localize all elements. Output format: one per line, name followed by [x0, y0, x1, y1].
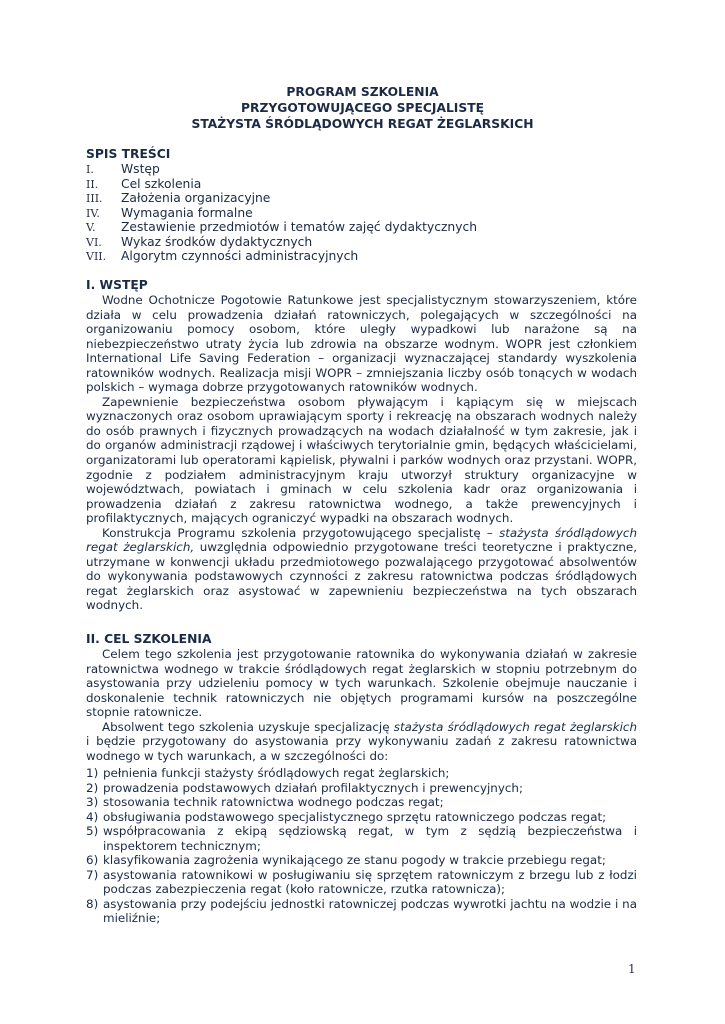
list-item-number: 7) [86, 867, 99, 882]
list-item-text: prowadzenia podstawowych działań profilaktycznych i prewencyjnych; [103, 780, 523, 795]
toc-item-label: Wstęp [121, 162, 160, 176]
title-line-1: PROGRAM SZKOLENIA [286, 85, 439, 99]
list-item-text: stosowania technik ratownictwa wodnego podczas regat; [103, 795, 444, 810]
paragraph [86, 720, 637, 764]
toc-item-number: VI. [86, 235, 102, 249]
list-item-number: 1) [86, 766, 99, 780]
toc-item-number: VII. [86, 250, 107, 263]
list-item-number: 5) [86, 824, 99, 839]
toc-heading: SPIS TREŚCI [86, 147, 171, 161]
list-item [86, 853, 637, 868]
list-item [86, 810, 637, 825]
paragraph: Wodne Ochotnicze Pogotowie Ratunkowe jest specjalistycznym stowarzyszeniem, które działa w celu prowadzenia działań ratowniczych, polegających w szczególności na organizowaniu pomocy osobom, które uległy wypadkowi lub narażone są na niebezpieczeństwo utraty życia lub zdrowia na obszarze wodnym. WOPR jest członkiem International Life Saving Federation – organizacji wyznaczającej standardy wyszkolenia ratowników wodnych. Realizacja misji WOPR – zmniejszania liczby osób tonących w wodach polskich – wymaga dobrze przygotowanych ratowników wodnych. [86, 293, 637, 395]
list-item-text: klasyfikowania zagrożenia wynikającego ze stanu pogody w trakcie przebiegu regat; [103, 853, 606, 868]
toc-item-label: Cel szkolenia [121, 176, 202, 191]
paragraph-text: Absolwent tego szkolenia uzyskuje specjalizację [102, 719, 394, 734]
title-line-2: PRZYGOTOWUJĄCEGO SPECJALISTĘ [240, 101, 485, 115]
toc-item-number: III. [86, 192, 103, 205]
list-item-text: asystowania przy podejściu jednostki ratowniczej podczas wywrotki jachtu na wodzie i na mieliźnie; [103, 896, 637, 926]
list-item-text: współpracowania z ekipą sędziowską regat, w tym z sędzią bezpieczeństwa i inspektorem technicznym; [103, 824, 637, 853]
list-item [86, 766, 637, 781]
list-item-text: pełnienia funkcji stażysty śródlądowych regat żeglarskich; [103, 766, 450, 780]
list-item [86, 897, 637, 926]
toc-item-label: Wykaz środków dydaktycznych [121, 234, 313, 249]
paragraph-text: Konstrukcja Programu szkolenia przygotowującego specjalistę – [102, 525, 500, 540]
section-heading-goal: II. CEL SZKOLENIA [86, 632, 212, 646]
list-item-number: 3) [86, 795, 99, 810]
toc-item-number: I. [86, 163, 94, 176]
paragraph [86, 526, 637, 613]
list-item-text: asystowania ratownikowi w posługiwaniu się sprzętem ratowniczym z brzegu lub z łodzi podczas zabezpieczenia regat (koło ratownicze, rzutka ratownicza); [103, 867, 637, 897]
list-item-text: obsługiwania podstawowego specjalistycznego sprzętu ratowniczego podczas regat; [103, 809, 607, 824]
section-goal-body [86, 647, 637, 763]
title-line-3: STAŻYSTA ŚRÓDLĄDOWYCH REGAT ŻEGLARSKICH [191, 117, 534, 131]
section-intro-body [86, 293, 637, 613]
page-number: 1 [628, 962, 636, 976]
toc-item-number: II. [86, 177, 99, 191]
list-item [86, 868, 637, 897]
specialization-name: stażysta śródlądowych regat żeglarskich [393, 719, 637, 734]
paragraph-text: i będzie przygotowany do asystowania przy wykonywaniu zadań z zakresu ratownictwa wodnego w tych warunkach, a w szczególności do: [86, 734, 637, 763]
toc-item-label: Algorytm czynności administracyjnych [121, 249, 359, 263]
list-item [86, 824, 637, 853]
list-item-number: 4) [86, 809, 99, 824]
toc-item-label: Wymagania formalne [121, 205, 253, 220]
paragraph: Celem tego szkolenia jest przygotowanie ratownika do wykonywania działań w zakresie ratownictwa wodnego w trakcie śródlądowych regat żeglarskich w stopniu potrzebnym do asystowania przy udzieleniu pomocy w tych warunkach. Szkolenie obejmuje nauczanie i doskonalenie technik ratowniczych nie objętych programami kursów na poszczególne stopnie ratownicze. [86, 647, 637, 720]
toc-item-label: Zestawienie przedmiotów i tematów zajęć dydaktycznych [121, 220, 478, 234]
paragraph: Zapewnienie bezpieczeństwa osobom pływającym i kąpiącym się w miejscach wyznaczonych oraz osobom uprawiającym sporty i rekreację na obszarach wodnych należy do osób prawnych i fizycznych prowadzących na wodach działalność w tym zakresie, jak i do organów administracji rządowej i właściwych terytorialnie gmin, będących właścicielami, organizatorami lub operatorami kąpielisk, pływalni i parków wodnych oraz przystani. WOPR, zgodnie z podziałem administracyjnym kraju utworzył struktury organizacyjne w województwach, powiatach i gminach w celu szkolenia kadr oraz organizowania i prowadzenia działań z zakresu ratownictwa wodnego, a także prewencyjnych i profilaktycznych, mających ograniczyć wypadki na obszarach wodnych. [86, 394, 637, 526]
list-item [86, 781, 637, 796]
list-item-number: 6) [86, 853, 99, 868]
toc-item-number: IV. [86, 206, 100, 220]
list-item [86, 795, 637, 810]
goal-list [86, 766, 637, 926]
toc-item-number: V. [86, 221, 96, 234]
toc-item-label: Założenia organizacyjne [121, 191, 271, 205]
section-heading-intro: I. WSTĘP [86, 278, 148, 292]
paragraph-text: uwzględnia odpowiednio przygotowane treści teoretyczne i praktyczne, utrzymane w konwencji układu przedmiotowego pozwalającego przygotować absolwentów do wykonywania podstawowych czynności z zakresu ratownictwa podczas śródlądowych regat żeglarskich oraz asystować w zapewnieniu bezpieczeństwa na tych obszarach wodnych. [86, 540, 637, 613]
list-item-number: 2) [86, 780, 99, 795]
specialization-name: stażysta śródlądowych regat żeglarskich, [86, 525, 638, 555]
list-item-number: 8) [86, 896, 99, 911]
